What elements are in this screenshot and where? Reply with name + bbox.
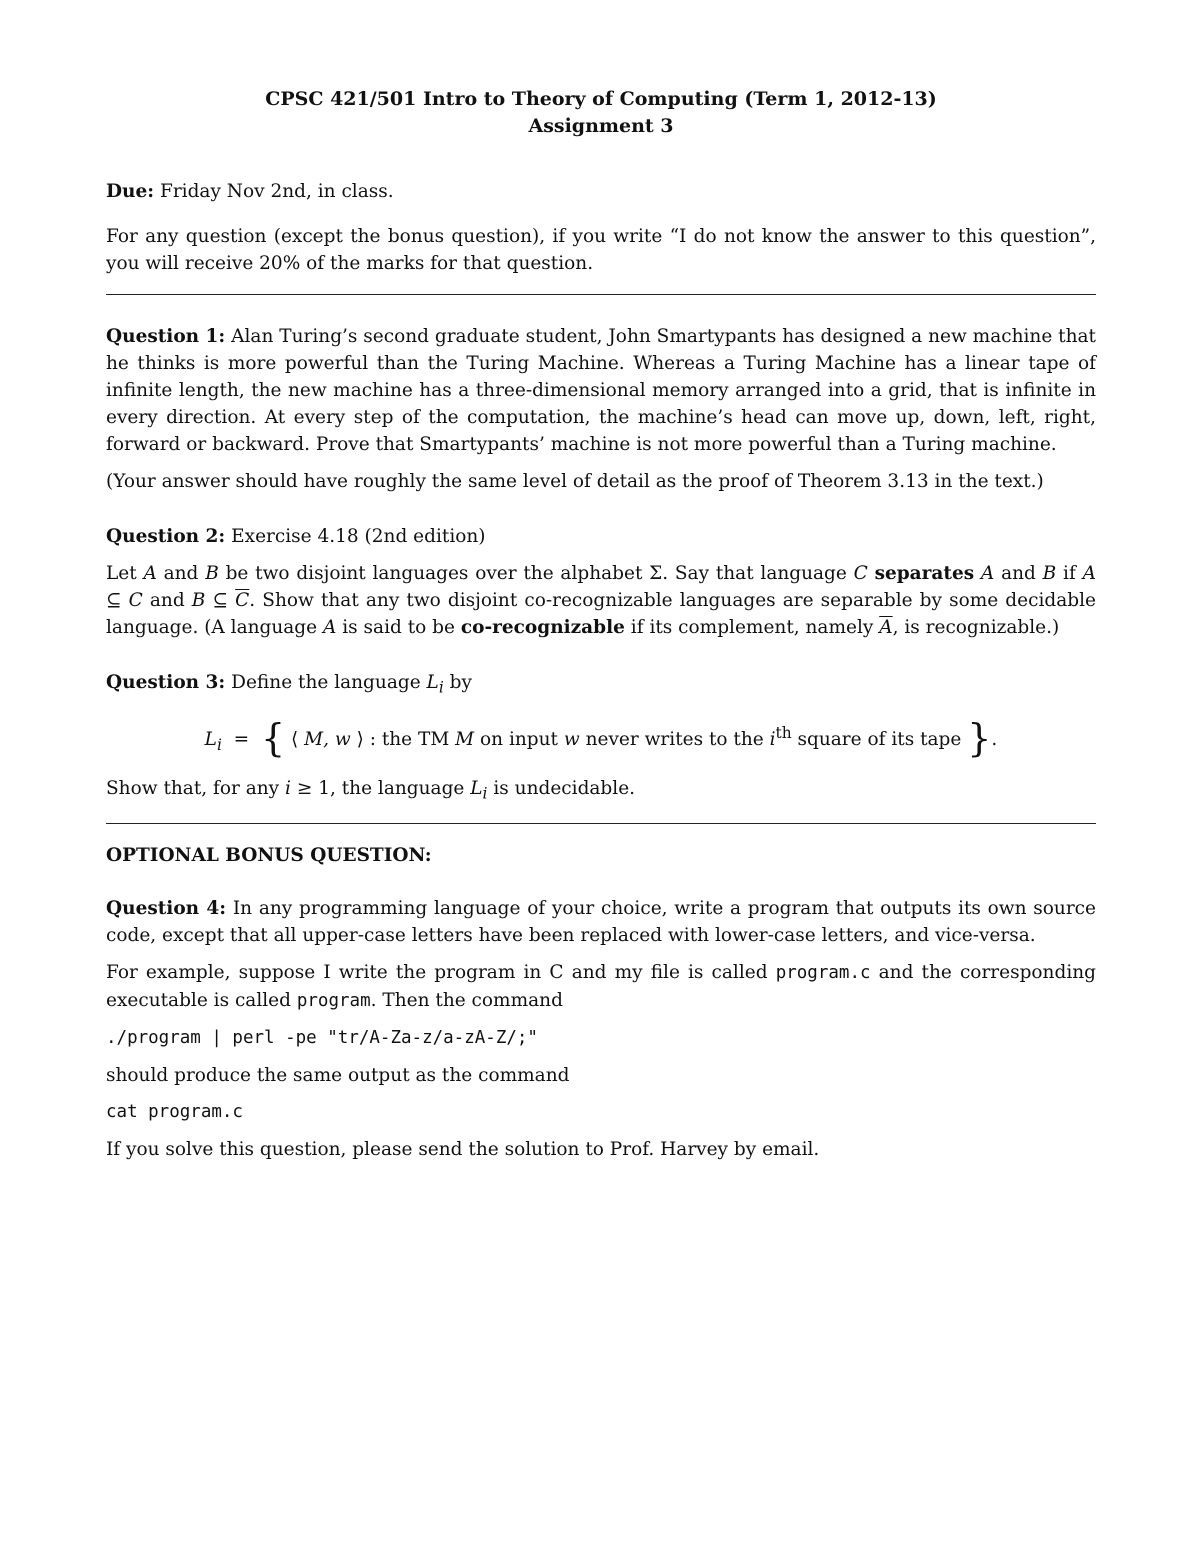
set-open-brace: { [260, 715, 286, 760]
executable-name: program [296, 991, 371, 1012]
separates-term: separates [874, 563, 975, 584]
divider-top [106, 294, 1096, 295]
title-line-1: CPSC 421/501 Intro to Theory of Computing (Term 1, 2012-13) [265, 88, 937, 110]
command-2: cat program.c [106, 1102, 243, 1123]
question-4-text: In any programming language of your choice, write a program that outputs its own source code, except that all upper-case letters have been replaced with lower-case letters, and vice-versa. [106, 898, 1096, 947]
document-title [106, 86, 1096, 140]
question-2-heading [106, 523, 1096, 550]
question-2-label: Question 2: [106, 526, 226, 547]
question-2-body: Let A and B be two disjoint languages over the alphabet Σ. Say that language C separates A and B if A ⊆ C and B ⊆ $\overline{C}$. Show that any two disjoint co-recognizable languages are separable by some decidable language. (A language A is said to be co-recognizable if its complement, namely $\overline{A}$, is recognizable.) [106, 563, 1096, 638]
question-4-label: Question 4: [106, 898, 227, 920]
document-page [106, 84, 1096, 1163]
question-3-statement: Show that, for any i ≥ 1, the language $L_i$ is undecidable. [106, 777, 636, 803]
due-label: Due: [106, 181, 155, 202]
example-paragraph: For example, suppose I write the program in C and my file is called program.c and the corresponding executable is called program. Then the command [106, 962, 1096, 1012]
language-definition: $L_i$ = { ⟨ M, w ⟩ : the TM M on input w never writes to the $i^{th}$ square of its tape }. [204, 715, 998, 760]
question-2-heading-text: Exercise 4.18 (2nd edition) [231, 526, 486, 547]
question-1-note: (Your answer should have roughly the same level of detail as the proof of Theorem 3.13 in the text.) [106, 471, 1044, 492]
question-1 [106, 323, 1096, 458]
question-3-label: Question 3: [106, 672, 226, 693]
question-1-label: Question 1: [106, 326, 226, 347]
policy-paragraph: For any question (except the bonus question), if you write “I do not know the answer to this question”, you will receive 20% of the marks for that question. [106, 226, 1096, 274]
question-1-text: Alan Turing’s second graduate student, John Smartypants has designed a new machine that he thinks is more powerful than the Turing Machine. Whereas a Turing Machine has a linear tape of infinite length, the new machine has a three-dimensional memory arranged into a grid, that is infinite in every direction. At every step of the computation, the machine’s head can move up, down, left, right, forward or backward. Prove that Smartypants’ machine is not more powerful than a Turing machine. [106, 326, 1096, 455]
question-3-heading: Question 3: Define the language $L_i$ by [106, 672, 472, 697]
file-name: program.c [775, 963, 871, 984]
complement-a: $\overline{A}$ [879, 617, 893, 638]
divider-bottom [106, 823, 1096, 824]
closing-line: If you solve this question, please send the solution to Prof. Harvey by email. [106, 1139, 820, 1161]
command-1: ./program | perl -pe "tr/A-Za-z/a-zA-Z/;" [106, 1028, 538, 1049]
due-line [106, 178, 1096, 205]
bonus-heading: OPTIONAL BONUS QUESTION: [106, 845, 432, 867]
corecognizable-term: co-recognizable [460, 617, 625, 638]
title-line-2: Assignment 3 [528, 115, 674, 137]
question-4 [106, 895, 1096, 949]
should-produce-line: should produce the same output as the command [106, 1065, 570, 1087]
set-close-brace: } [967, 715, 992, 760]
due-text: Friday Nov 2nd, in class. [159, 181, 394, 202]
complement-c: $\overline{C}$ [235, 590, 250, 611]
